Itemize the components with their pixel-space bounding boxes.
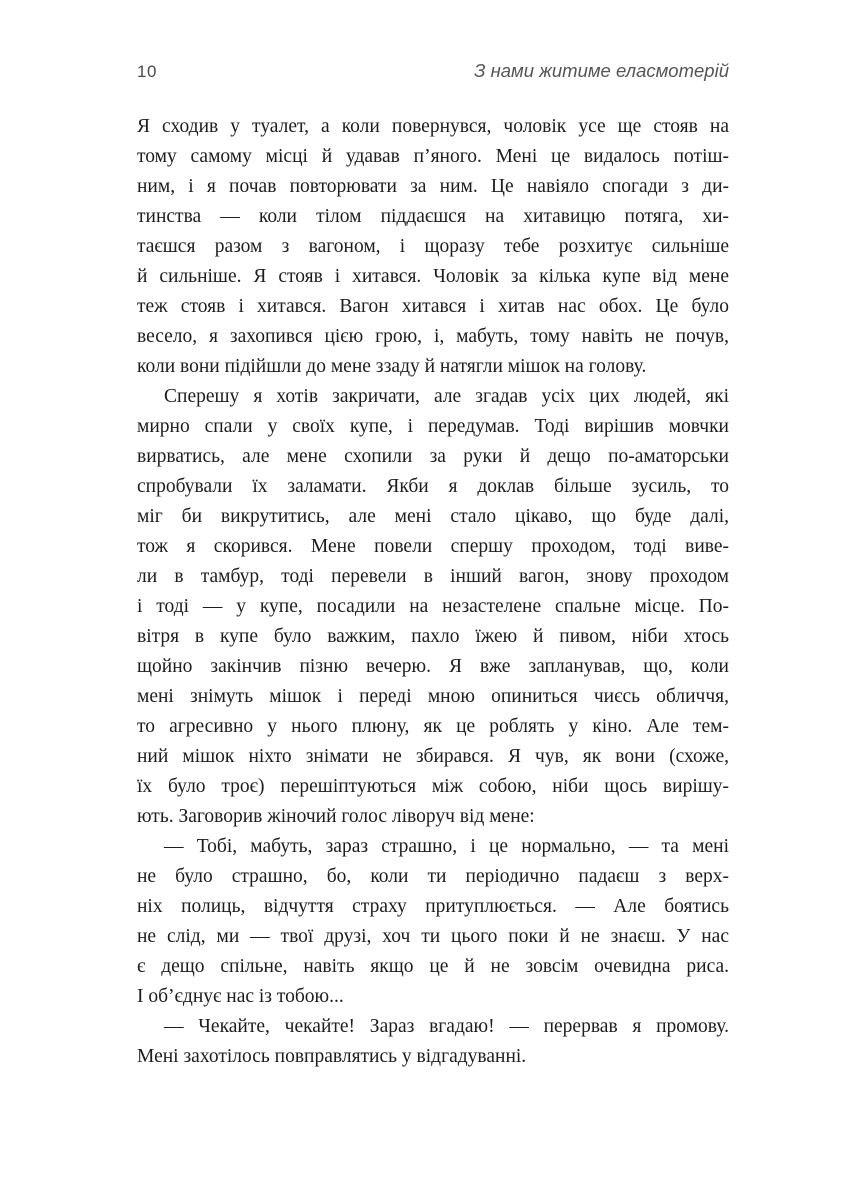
text-line: Мені захотілось повправлятись у відгадуванні. <box>137 1046 527 1067</box>
text-line: коли вони підійшли до мене ззаду й натягли мішок на голову. <box>137 356 647 377</box>
text-line: тинства — коли тілом піддаєшся на хитавицю потяга, хи- <box>137 206 729 227</box>
text-line: не було страшно, бо, коли ти періодично падаєш з верх- <box>137 866 729 887</box>
text-line: ним, і я почав повторювати за ним. Це навіяло спогади з ди- <box>137 176 729 197</box>
page-number: 10 <box>137 62 157 81</box>
text-line: щойно закінчив пізню вечерю. Я вже запланував, що, коли <box>137 656 729 677</box>
running-header <box>137 60 729 82</box>
text-line: спробували їх заламати. Якби я доклав більше зусиль, то <box>137 476 729 497</box>
text-line: мирно спали у своїх купе, і передумав. Тоді вирішив мовчки <box>137 416 729 437</box>
text-line: весело, я захопився цією грою, і, мабуть, тому навіть не почув, <box>137 326 729 347</box>
text-line: міг би викрутитись, але мені стало цікаво, що буде далі, <box>137 506 729 527</box>
text-line: І об’єднує нас із тобою... <box>137 986 344 1007</box>
text-line: є дещо спільне, навіть якщо це й не зовсім очевидна риса. <box>137 956 729 977</box>
text-line: — Тобі, мабуть, зараз страшно, і це нормально, — та мені <box>164 836 729 857</box>
text-line: Я сходив у туалет, а коли повернувся, чоловік усе ще стояв на <box>137 116 729 137</box>
text-line: Сперешу я хотів закричати, але згадав усіх цих людей, які <box>164 386 729 407</box>
text-line: і тоді — у купе, посадили на незастелене спальне місце. По- <box>137 596 729 617</box>
text-line: то агресивно у нього плюну, як це роблять у кіно. Але тем- <box>137 716 729 737</box>
text-line: таєшся разом з вагоном, і щоразу тебе розхитує сильніше <box>137 236 729 257</box>
text-line: й сильніше. Я стояв і хитався. Чоловік за кілька купе від мене <box>137 266 729 287</box>
text-line: ють. Заговорив жіночий голос ліворуч від мене: <box>137 806 535 827</box>
text-line: теж стояв і хитався. Вагон хитався і хитав нас обох. Це було <box>137 296 729 317</box>
text-line: ний мішок ніхто знімати не збирався. Я чув, як вони (схоже, <box>137 746 729 767</box>
page-text <box>137 112 729 1072</box>
text-line: — Чекайте, чекайте! Зараз вгадаю! — перервав я промову. <box>164 1016 729 1037</box>
text-line: вирватись, але мене схопили за руки й дещо по-аматорськи <box>137 446 729 467</box>
text-line: мені знімуть мішок і переді мною опиниться чиєсь обличчя, <box>137 686 729 707</box>
running-title: З нами житиме еласмотерій <box>474 60 729 81</box>
text-line: ніх полиць, відчуття страху притуплюється. — Але боятись <box>137 896 729 917</box>
text-line: ли в тамбур, тоді перевели в інший вагон, знову проходом <box>137 566 729 587</box>
text-line: тож я скорився. Мене повели спершу проходом, тоді виве- <box>137 536 729 557</box>
text-line: їх було троє) перешіптуються між собою, ніби щось вирішу- <box>137 776 729 797</box>
text-line: вітря в купе було важким, пахло їжею й пивом, ніби хтось <box>137 626 729 647</box>
text-line: тому самому місці й удавав п’яного. Мені це видалось потіш- <box>137 146 729 167</box>
text-line: не слід, ми — твої друзі, хоч ти цього поки й не знаєш. У нас <box>137 926 729 947</box>
